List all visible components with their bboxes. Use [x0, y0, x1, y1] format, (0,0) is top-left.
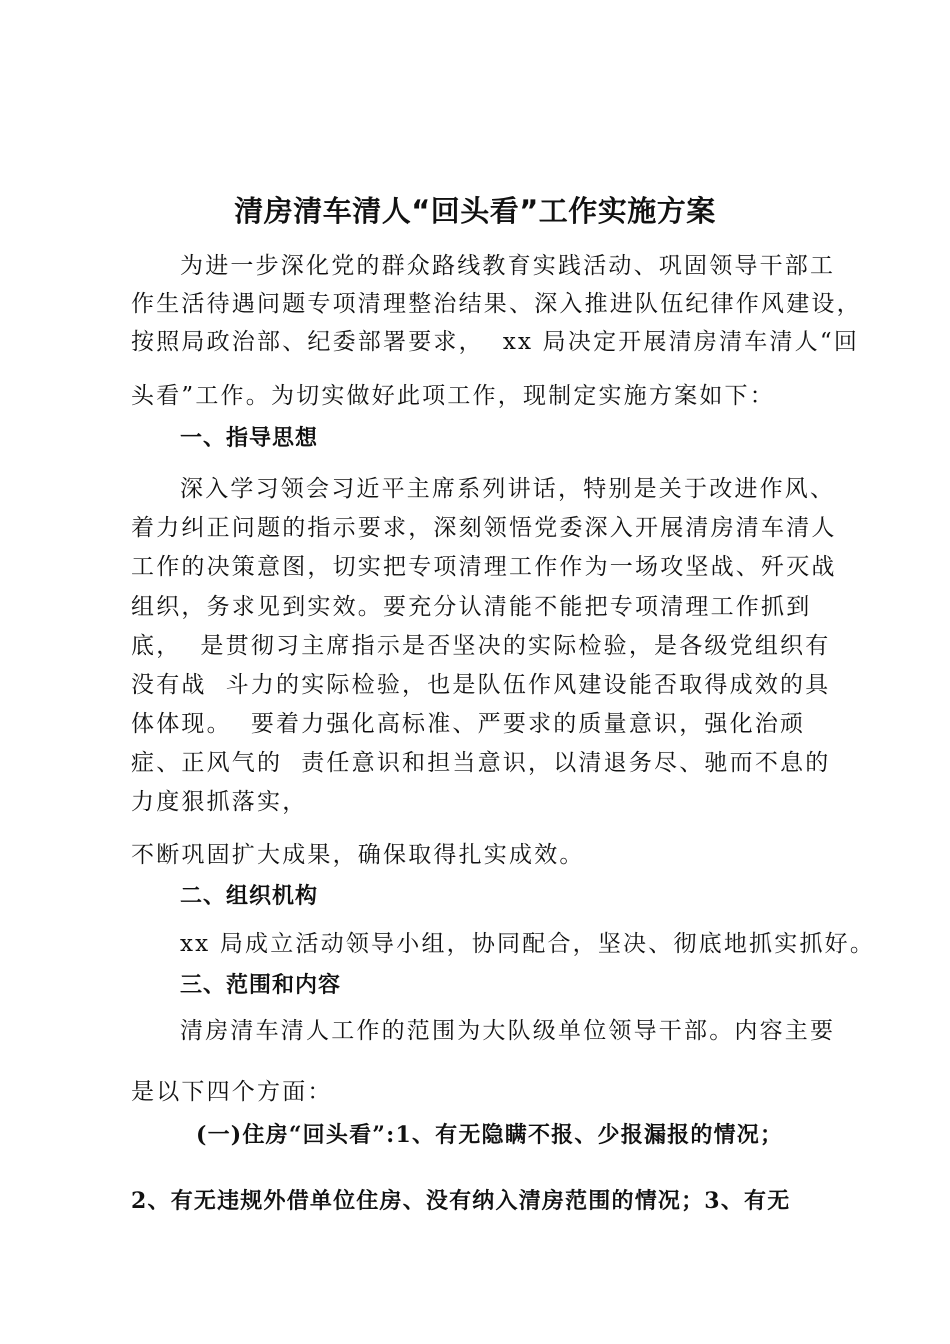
- intro-line-1: 为进一步深化党的群众路线教育实践活动、巩固领导干部工: [180, 253, 836, 279]
- section1-line-10: 不断巩固扩大成果，确保取得扎实成效。: [131, 842, 585, 868]
- intro-line-4: 头看”工作。为切实做好此项工作，现制定实施方案如下：: [131, 383, 775, 409]
- section2-line-1: xx 局成立活动领导小组，协同配合，坚决、彻底地抓实抓好。: [180, 931, 876, 957]
- section1-line-7: 体体现。 要着力强化高标准、严要求的质量意识，强化治顽: [131, 711, 806, 737]
- section3-item1-line-2: 2、有无违规外借单位住房、没有纳入清房范围的情况；3、有无: [131, 1188, 791, 1214]
- section1-line-5: 底， 是贯彻习主席指示是否坚决的实际检验，是各级党组织有: [131, 633, 831, 659]
- section3-line-2: 是以下四个方面：: [131, 1079, 333, 1105]
- section1-line-9: 力度狠抓落实，: [131, 789, 308, 815]
- section1-line-3: 工作的决策意图，切实把专项清理工作作为一场攻坚战、歼灭战: [131, 554, 837, 580]
- section1-line-2: 着力纠正问题的指示要求，深刻领悟党委深入开展清房清车清人: [131, 515, 837, 541]
- section3-item1-line-1: (一)住房“回头看”:1、有无隐瞒不报、少报漏报的情况；: [196, 1122, 784, 1148]
- section-heading-scope: 三、范围和内容: [180, 973, 342, 998]
- section1-line-4: 组织，务求见到实效。要充分认清能不能把专项清理工作抓到: [131, 594, 812, 620]
- section1-line-8: 症、正风气的 责任意识和担当意识，以清退务尽、驰而不息的: [131, 750, 831, 776]
- section1-line-6: 没有战 斗力的实际检验，也是队伍作风建设能否取得成效的具: [131, 672, 831, 698]
- intro-line-3: 按照局政治部、纪委部署要求， xx 局决定开展清房清车清人“回: [131, 329, 860, 355]
- section-heading-organization: 二、组织机构: [180, 884, 319, 909]
- section3-line-1: 清房清车清人工作的范围为大队级单位领导干部。内容主要: [180, 1018, 836, 1044]
- section-heading-guiding-thought: 一、指导思想: [180, 426, 319, 451]
- intro-line-2: 作生活待遇问题专项清理整治结果、深入推进队伍纪律作风建设，: [131, 291, 862, 317]
- document-title: 清房清车清人“回头看”工作实施方案: [234, 194, 716, 228]
- section1-line-1: 深入学习领会习近平主席系列讲话，特别是关于改进作风、: [180, 476, 836, 502]
